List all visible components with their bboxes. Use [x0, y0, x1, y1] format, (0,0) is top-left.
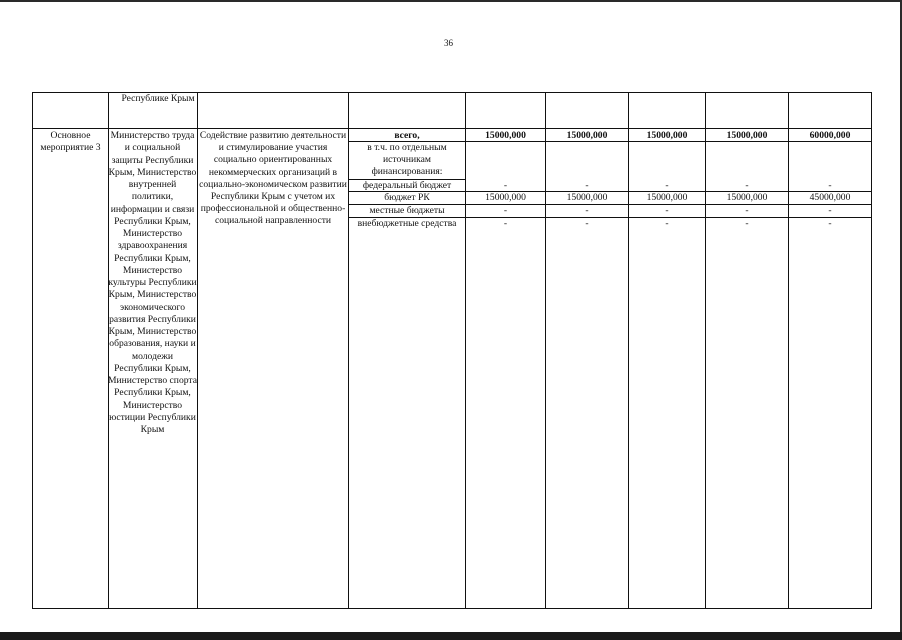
source-label-breakdown: в т.ч. по отдельным источникам финансирования:	[367, 142, 447, 178]
page-number: 36	[444, 38, 453, 48]
prev-executor-cell: Республике Крым	[121, 93, 195, 104]
source-label-total: всего,	[394, 130, 420, 141]
column-divider	[545, 92, 546, 609]
value-total-year4: 15000,000	[726, 130, 768, 141]
column-divider	[788, 92, 789, 609]
value-regional-year4: 15000,000	[726, 192, 768, 203]
value-total-year1: 15000,000	[485, 130, 526, 141]
value-federal-year4: -	[745, 180, 749, 191]
value-regional-sum: 45000,000	[809, 192, 851, 203]
value-federal-year3: -	[665, 180, 669, 191]
value-total-year2: 15000,000	[566, 130, 608, 141]
value-local-year3: -	[665, 205, 669, 216]
activity-cell: Основное мероприятие 3	[40, 130, 101, 154]
value-federal-year1: -	[503, 180, 508, 191]
value-regional-year2: 15000,000	[566, 192, 608, 203]
column-divider	[705, 92, 706, 609]
source-label-regional: бюджет РК	[384, 192, 430, 203]
column-divider	[465, 92, 466, 609]
value-local-sum: -	[828, 205, 832, 216]
row-divider	[32, 128, 872, 129]
column-divider	[628, 92, 629, 609]
value-total-sum: 60000,000	[809, 130, 851, 141]
value-total-year3: 15000,000	[646, 130, 688, 141]
executors-cell: Министерство труда и социальной защиты Республики Крым, Министерство внутренней политики, информации и связи Республики Крым, Министерство здравоохранения Республики Крым, Министерство культуры Республики Крым, Министерство экономического развития Республики Крым, Министерство образования, науки и молодежи Республики Крым, Министерство спорта Республики Крым, Министерство юстиции Республики Крым	[108, 130, 197, 435]
value-regional-year3: 15000,000	[646, 192, 688, 203]
source-label-local: местные бюджеты	[369, 205, 445, 216]
value-local-year1: -	[503, 205, 508, 216]
description-cell: Содействие развитию деятельности и стимулирование участия социально ориентированных некоммерческих организаций в социально-экономическом развитии Республики Крым с учетом их профессиональной и общественно-социальной направленности	[199, 130, 347, 227]
table-border-right	[871, 92, 872, 609]
value-local-year4: -	[745, 205, 749, 216]
value-offbudget-sum: -	[828, 218, 832, 229]
value-regional-year1: 15000,000	[485, 192, 526, 203]
value-local-year2: -	[585, 205, 589, 216]
value-offbudget-year3: -	[665, 218, 669, 229]
table-border-bottom	[32, 608, 872, 609]
source-label-offbudget: внебюджетные средства	[357, 218, 457, 229]
value-federal-sum: -	[828, 180, 832, 191]
value-federal-year2: -	[585, 180, 589, 191]
source-label-federal: федеральный бюджет	[362, 180, 452, 191]
value-offbudget-year1: -	[503, 218, 508, 229]
value-offbudget-year2: -	[585, 218, 589, 229]
table-border-left	[32, 92, 33, 609]
value-offbudget-year4: -	[745, 218, 749, 229]
